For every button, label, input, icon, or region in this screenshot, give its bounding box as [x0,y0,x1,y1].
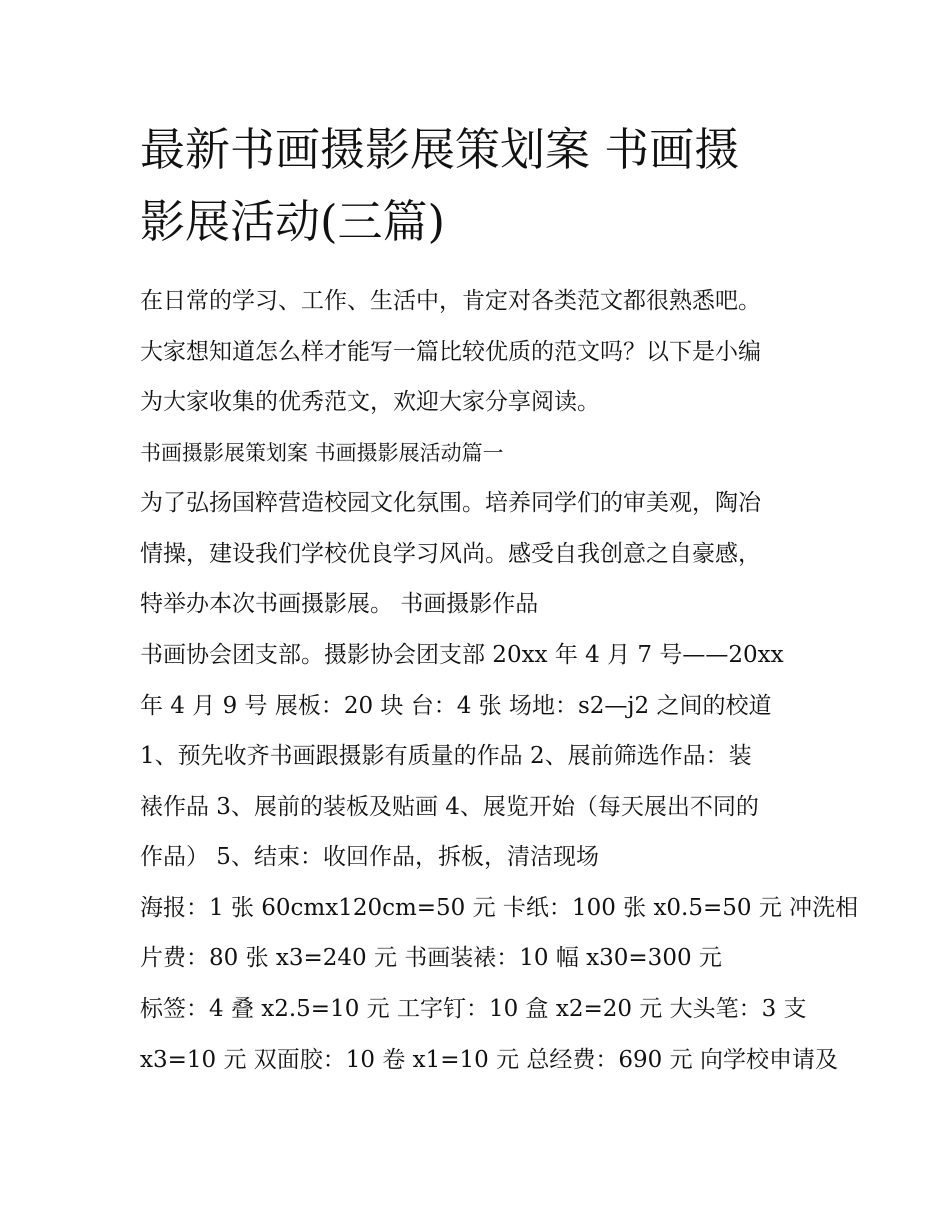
body-line-organizer-1: 书画协会团支部。摄影协会团支部 20xx 年 4 月 7 号——20xx [140,642,784,668]
body-line-budget-1: 海报：1 张 60cmx120cm=50 元 卡纸：100 张 x0.5=50 元 冲洗相 [140,895,859,921]
section-heading: 书画摄影展策划案 书画摄影展活动篇一 [140,441,504,465]
body-line-purpose-3: 特举办本次书画摄影展。 书画摄影作品 [140,591,539,617]
title-line-1: 最新书画摄影展策划案 书画摄 [140,123,740,176]
title-line-2: 影展活动(三篇) [140,195,446,248]
body-line-budget-4: x3=10 元 双面胶：10 卷 x1=10 元 总经费：690 元 向学校申请及 [140,1047,838,1073]
body-line-process-1: 1、预先收齐书画跟摄影有质量的作品 2、展前筛选作品：装 [140,743,752,769]
document-title [140,114,820,258]
body-line-budget-2: 片费：80 张 x3=240 元 书画装裱：10 幅 x30=300 元 [140,945,722,971]
body-line-process-3: 作品） 5、结束：收回作品，拆板，清洁现场 [140,844,599,870]
intro-line-1: 在日常的学习、工作、生活中，肯定对各类范文都很熟悉吧。 [140,288,761,314]
intro-line-3: 为大家收集的优秀范文，欢迎大家分享阅读。 [140,389,600,415]
body-line-purpose-1: 为了弘扬国粹营造校园文化氛围。培养同学们的审美观，陶冶 [140,490,761,516]
intro-line-2: 大家想知道怎么样才能写一篇比较优质的范文吗？以下是小编 [140,339,761,365]
body-line-organizer-2: 年 4 月 9 号 展板：20 块 台：4 张 场地：s2—j2 之间的校道 [140,693,772,719]
body-line-purpose-2: 情操，建设我们学校优良学习风尚。感受自我创意之自豪感， [140,541,761,567]
body-line-budget-3: 标签：4 叠 x2.5=10 元 工字钉：10 盒 x2=20 元 大头笔：3 支 [140,996,807,1022]
body-line-process-2: 裱作品 3、展前的装板及贴画 4、展览开始（每天展出不同的 [140,794,759,820]
